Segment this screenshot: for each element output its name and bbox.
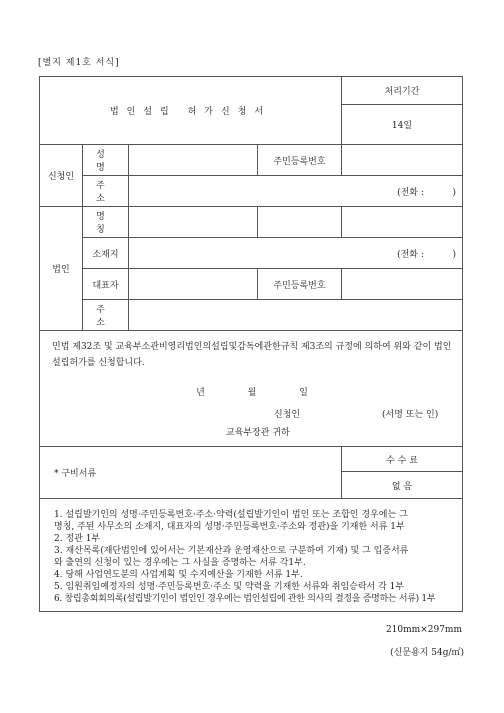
applicant-sign-label: 신청인 xyxy=(274,410,301,420)
doc-line: 와 출연의 신청이 있는 경우에는 그 사실을 증명하는 서류 각1부. xyxy=(54,558,306,568)
corporation-name-extra-1[interactable] xyxy=(258,207,342,238)
doc-line: 명칭, 주된 사무소의 소재지, 대표자의 성명·주민등록번호·주소와 정관)을 기재한 서류 1부 xyxy=(54,522,405,532)
doc-line: 2. 정관 1부 xyxy=(54,534,101,544)
doc-line: 1. 설립발기인의 성명·주민등록번호·주소·약력(설립발기인이 법인 또는 조합인 경우에는 그 xyxy=(54,510,408,520)
processing-period-label: 처리기간 xyxy=(342,77,463,105)
fee-value: 없 음 xyxy=(342,472,463,499)
representative-label: 대표자 xyxy=(83,269,129,300)
statement-section xyxy=(40,331,463,447)
paper-type: (신문용지 54g/㎡) xyxy=(390,648,464,658)
recipient: 교육부장관 귀하 xyxy=(226,428,290,438)
representative-id-field[interactable] xyxy=(342,269,463,300)
sign-note: (서명 또는 인) xyxy=(382,410,439,420)
applicant-group-label: 신청인 xyxy=(40,145,83,207)
fee-label: 수 수 료 xyxy=(342,447,463,472)
processing-period-value: 14일 xyxy=(342,105,463,145)
doc-line: 6. 창립총회회의록(설립발기인이 법인인 경우에는 법인설립에 관한 의사의 결정을 증명하는 서류) 1부 xyxy=(54,594,436,604)
doc-line: 3. 재산목록(재단법인에 있어서는 기본재산과 운영재산으로 구분하여 기재) 및 그 입증서류 xyxy=(54,546,409,556)
corporation-location-label: 소재지 xyxy=(83,238,129,269)
corporation-name-extra-2[interactable] xyxy=(342,207,463,238)
signature-line xyxy=(52,407,452,421)
applicant-address-label: 주 소 xyxy=(83,176,129,207)
representative-id-label: 주민등록번호 xyxy=(258,269,342,300)
doc-line: 5. 임원취임예정자의 성명·주민등록번호·주소 및 약력을 기재한 서류와 취임승락서 각 1부 xyxy=(54,582,405,592)
corporation-address-label: 주 소 xyxy=(83,300,129,331)
corporation-name-field[interactable] xyxy=(129,207,258,238)
paper-dimensions: 210mm×297mm xyxy=(385,625,462,635)
date-year: 년 xyxy=(196,388,205,398)
applicant-name-label: 성 명 xyxy=(83,145,129,176)
required-docs-label: * 구비서류 xyxy=(40,447,342,499)
applicant-id-field[interactable] xyxy=(342,145,463,176)
corporation-name-label: 명 칭 xyxy=(83,207,129,238)
date-day: 일 xyxy=(299,388,308,398)
form-title: 법인설립 허가신청서 xyxy=(40,77,342,145)
corporation-group-label: 법인 xyxy=(40,207,83,331)
corporation-location-field[interactable] xyxy=(129,238,463,269)
date-line xyxy=(52,385,452,401)
corporation-address-field[interactable] xyxy=(129,300,463,331)
applicant-phone-label: (전화 : ) xyxy=(397,187,456,198)
applicant-name-field[interactable] xyxy=(129,145,258,176)
applicant-address-field[interactable] xyxy=(129,176,463,207)
date-month: 월 xyxy=(247,388,257,398)
applicant-id-label: 주민등록번호 xyxy=(258,145,342,176)
doc-line: 4. 당해 사업연도분의 사업계획 및 수지예산을 기재한 서류 1부. xyxy=(54,570,303,580)
representative-field[interactable] xyxy=(129,269,258,300)
form-reference: [별지 제1호 서식] xyxy=(38,58,120,68)
corporation-phone-label: (전화 : ) xyxy=(397,249,456,260)
required-docs-list xyxy=(40,499,463,612)
application-form-table xyxy=(39,76,463,612)
statement-text: 민법 제32조 및 교육부소관비영리법인의설립및감독에관한규칙 제3조의 규정에 의하여 위와 같이 법인설립허가를 신청합니다. xyxy=(52,342,452,368)
